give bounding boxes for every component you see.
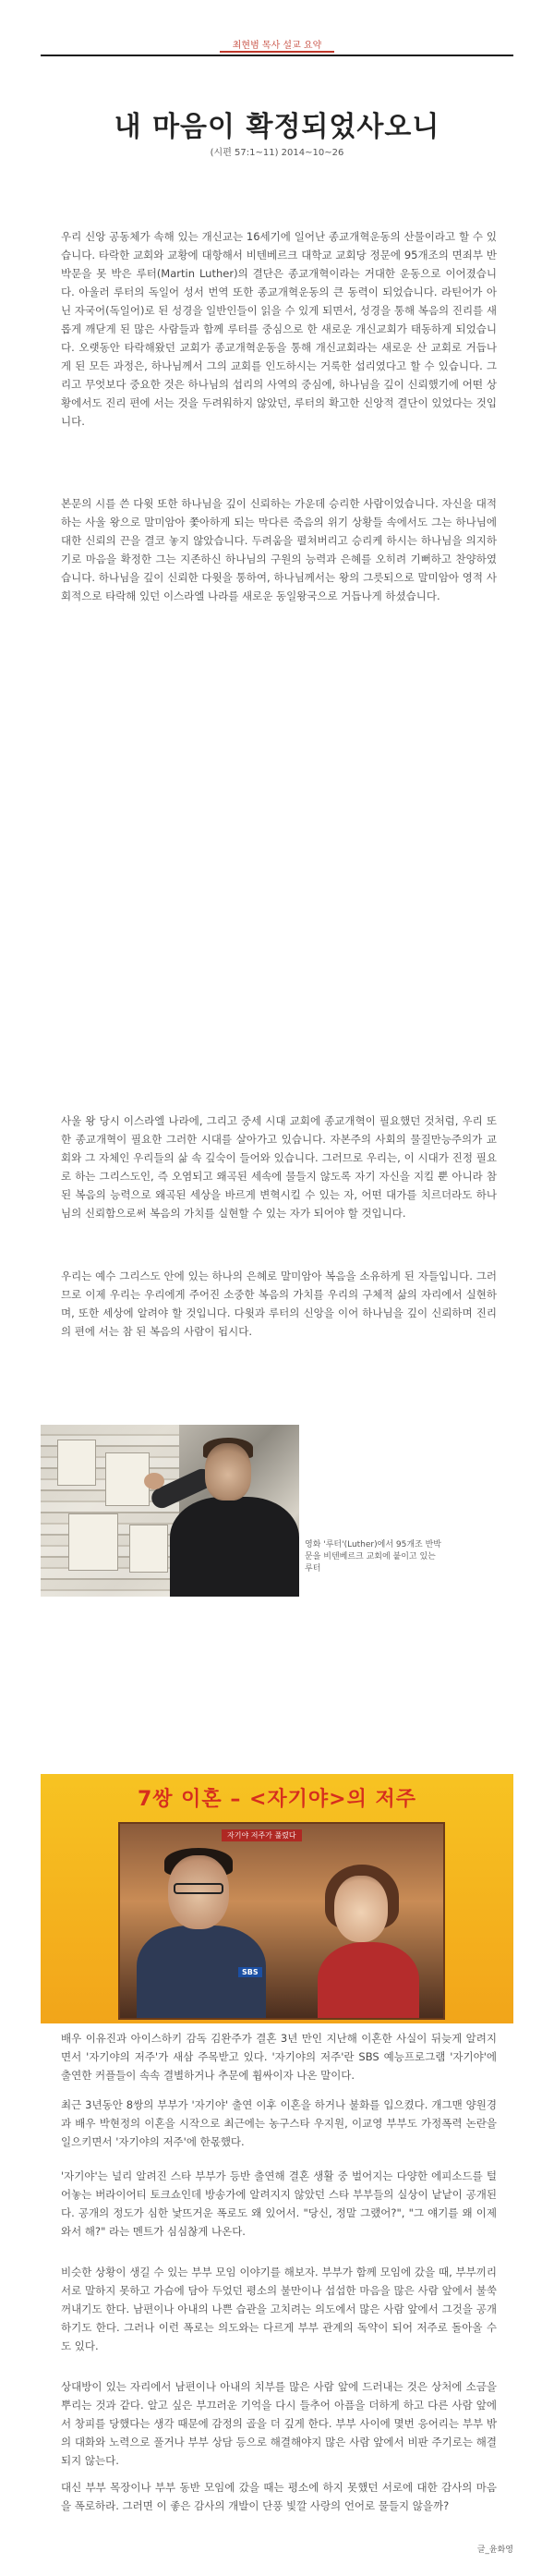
article-subtitle: (시편 57:1~11) 2014~10~26 (210, 148, 344, 158)
article-title: 내 마음이 확정되었사오니 (114, 111, 440, 143)
tv-caption-tag: 자기야 저주가 풀렸다 (222, 1829, 302, 1841)
photo-caption: 영화 '루터'(Luther)에서 95개조 반박문을 비텐베르크 교회에 붙이고 있는 루터 (305, 1540, 441, 1574)
article2-paragraph-3: '자기야'는 널리 알려진 스타 부부가 등반 출연해 결혼 생활 중 벌어지는 다양한 에피소드를 털어놓는 버라이어티 토크쇼인데 방송가에 알려지지 않았던 스타 부부들의 실상이 낱낱이 공개된다. 공개의 정도가 심한 낯뜨거운 폭로도 왜 있어서. "당신, 정말 그랬어?", "그 얘기를 왜 이제와서 해?" 라는 멘트가 심심찮게 나온다. (61, 2169, 497, 2238)
body-paragraph-2: 본문의 시를 쓴 다윗 또한 하나님을 깊이 신뢰하는 가운데 승리한 사람이었습니다. 자신을 대적하는 사울 왕으로 말미암아 쫓아하게 되는 막다른 죽음의 위기 상황들 속에서도 그는 하나님에 대한 신뢰의 끈을 결코 놓지 않았습니다. 두려움을 펼쳐버리고 승리케 하시는 하나님을 의지하기로 마음을 확정한 그는 지존하신 하나님의 구원의 능력과 은혜를 오히려 기뻐하고 찬양하였습니다. 하나님을 깊이 신뢰한 다윗을 통하여, 하나님께서는 왕의 그릇되으로 말미암아 영적 사회적으로 타락해 있던 이스라엘 나라를 새로운 동일왕국으로 거듭나게 하셨습니다. (61, 497, 497, 602)
notice-paper (57, 1440, 96, 1486)
article2-paragraph-1: 배우 이유진과 아이스하키 감독 김완주가 결혼 3년 만인 지난해 이혼한 사실이 뒤늦게 알려지면서 '자기야의 저주'가 새삼 주목받고 있다. '자기야의 저주'란 SBS 예능프로그램 '자기야'에 출연한 커플들이 속속 결별하거나 추문에 휩싸이자 나온 말이다. (61, 2032, 497, 2082)
body-paragraph-1: 우리 신앙 공동체가 속해 있는 개신교는 16세기에 일어난 종교개혁운동의 산물이라고 할 수 있습니다. 타락한 교회와 교황에 대항해서 비텐베르크 대학교 교회당 정문에 95개조의 면죄부 반박문을 못 박은 루터(Martin Luther)의 결단은 종교개혁이라는 거대한 운동으로 이어졌습니다. 아울러 루터의 독일어 성서 번역 또한 종교개혁운동의 큰 동력이 되었습니다. 라틴어가 아닌 자국어(독일어)로 된 성경을 일반인들이 읽을 수 있게 되면서, 성경을 통해 복음의 진리를 새롭게 깨닫게 된 많은 사람들과 함께 루터를 중심으로 한 새로운 개신교회가 태동하게 되었습니다. 오랫동안 타락해왔던 교회가 종교개혁운동을 통해 개신교회라는 새로운 산 교회로 거듭나게 된 모든 과정은, 하나님께서 그의 교회를 인도하시는 거룩한 섭리였다고 할 수 있습니다. 그리고 무엇보다 중요한 것은 하나님의 섭리의 사역의 중심에, 하나님을 깊이 신뢰했기에 어떤 상황에서도 진리 편에 서는 것을 두려워하지 않았던, 루터의 확고한 신앙적 결단이 있었다는 것입니다. (61, 230, 497, 428)
category-label: 최현범 목사 설교 요약 (232, 41, 322, 51)
article2-paragraph-5: 상대방이 있는 자리에서 남편이나 아내의 치부를 많은 사람 앞에 드러내는 것은 상처에 소금을 뿌리는 것과 같다. 알고 싶은 부끄러운 기억을 다시 들추어 아픔을 더하게 하고 다른 사람 앞에서 창피를 당했다는 생각 때문에 감정의 골을 더 깊게 한다. 부부 사이에 몇번 응어리는 부부 밖의 대화와 노력으로 풀거나 부부 상담 등으로 해결해야지 많은 사람 앞에서 비판 주기로는 해결되지 않는다. (61, 2380, 497, 2467)
glasses-icon (174, 1883, 223, 1894)
article2-paragraph-4: 비슷한 상황이 생길 수 있는 부부 모임 이야기를 해보자. 부부가 함께 모임에 갔을 때, 부부끼리 서로 말하지 못하고 가슴에 담아 두었던 평소의 불만이나 섭섭한 마음을 많은 사람 앞에서 불쑥 꺼내기도 한다. 남편이나 아내의 나쁜 습관을 고치려는 의도에서 많은 사람 앞에서 그것을 공개하기도 한다. 그러나 이런 폭로는 의도와는 다르게 부부 관계의 독약이 되어 저주로 돌아올 수도 있다. (61, 2266, 497, 2352)
header-divider (41, 55, 513, 56)
luther-figure-body (170, 1497, 299, 1597)
author-credit: 글_윤화영 (476, 2546, 513, 2555)
sbs-logo: SBS (238, 1967, 262, 1977)
tv-show-photo (41, 1774, 513, 2023)
luther-movie-photo (41, 1425, 299, 1597)
guest-woman-head (334, 1876, 388, 1942)
notice-paper (129, 1525, 168, 1573)
tv-show-screen (118, 1822, 445, 2020)
article2-paragraph-2: 최근 3년동안 8쌍의 부부가 '자기야' 출연 이후 이혼을 하거나 불화를 입으켰다. 개그맨 양원경과 배우 박현정의 이혼을 시작으로 최근에는 농구스타 우지원, 이교영 부부도 가정폭력 논란을 일으키면서 '자기야의 저주'에 한몫했다. (61, 2098, 497, 2148)
body-paragraph-3: 사울 왕 당시 이스라엘 나라에, 그리고 중세 시대 교회에 종교개혁이 필요했던 것처럼, 우리 또한 종교개혁이 필요한 그러한 시대를 살아가고 있습니다. 자본주의 사회의 물질만능주의가 교회와 그 자체인 우리들의 삶 속 깊숙이 들어와 있습니다. 그러므로 우리는, 이 시대가 진정 필요로 하는 그리스도인, 즉 오염되고 왜곡된 세속에 물들지 않도록 자기 자신을 지킬 뿐 아니라 참된 복음의 능력으로 왜곡된 세상을 바르게 변혁시킬 수 있는 자, 어떤 대가를 치르더라도 하나님의 신뢰함으로써 복음의 가치를 실현할 수 있는 자가 되어야 할 것입니다. (61, 1114, 497, 1220)
notice-paper (68, 1513, 118, 1571)
tv-show-banner: 7쌍 이혼 – <자기야>의 저주 (137, 1788, 417, 1811)
notice-paper (105, 1452, 150, 1506)
body-paragraph-4: 우리는 예수 그리스도 안에 있는 하나의 은혜로 말미암아 복음을 소유하게 된 자들입니다. 그러므로 이제 우리는 우리에게 주어진 소중한 복음의 가치를 우리의 구체적 삶의 자리에서 실현하며, 또한 세상에 알려야 할 것입니다. 다윗과 루터의 신앙을 이어 하나님을 깊이 신뢰하며 진리의 편에 서는 참 된 복음의 사람이 됩시다. (61, 1270, 497, 1338)
article2-paragraph-6: 대신 부부 목장이나 부부 동반 모임에 갔을 때는 평소에 하지 못했던 서로에 대한 감사의 마음을 폭로하라. 그러면 이 좋은 감사의 개발이 단풍 빛깔 사랑의 언어로 물들지 않을까? (61, 2481, 497, 2512)
luther-figure-hand (144, 1473, 164, 1489)
guest-woman-body (318, 1942, 419, 2020)
luther-figure-head (205, 1443, 251, 1501)
category-underline (220, 51, 334, 53)
